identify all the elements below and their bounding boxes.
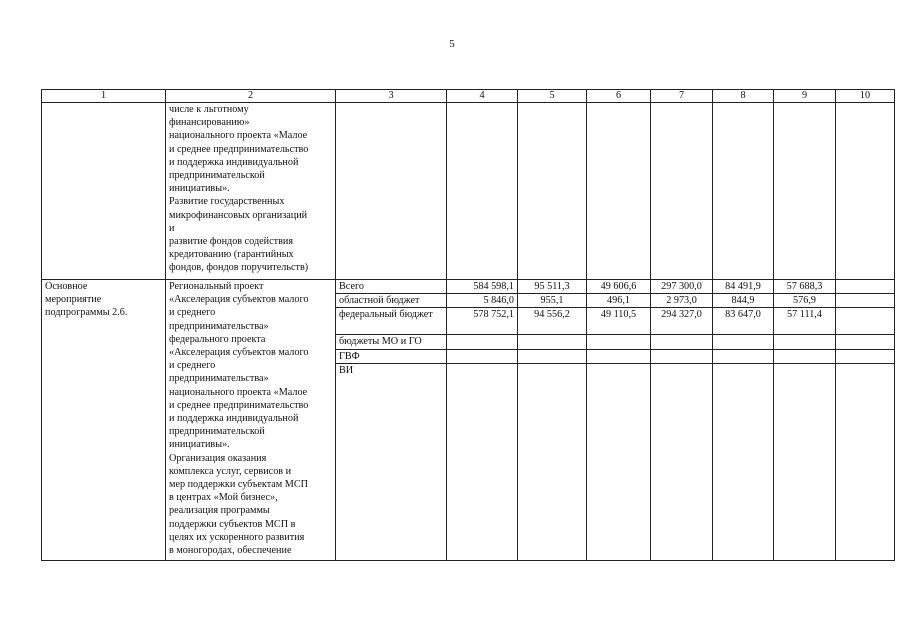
description-line: федерального проекта xyxy=(169,333,266,345)
value-cell: 49 110,5 xyxy=(587,308,651,335)
measure-name-line: Основное xyxy=(45,281,88,292)
value-cell xyxy=(774,363,836,560)
description-line: фондов, фондов поручительств) xyxy=(169,262,309,274)
column-header: 5 xyxy=(518,90,587,103)
value-cell xyxy=(836,335,895,349)
value-cell: 57 111,4 xyxy=(774,308,836,335)
empty-cell xyxy=(587,103,651,280)
funding-source: федеральный бюджет xyxy=(336,308,447,335)
value-cell xyxy=(651,349,713,363)
description-line: в моногородах, обеспечение xyxy=(169,545,292,557)
value-cell: 576,9 xyxy=(774,294,836,308)
column-header: 4 xyxy=(447,90,518,103)
value-cell: 496,1 xyxy=(587,294,651,308)
description-line: Региональный проект xyxy=(169,281,264,292)
column-header: 6 xyxy=(587,90,651,103)
value-cell: 2 973,0 xyxy=(651,294,713,308)
value-cell: 844,9 xyxy=(713,294,774,308)
value-cell: 94 556,2 xyxy=(518,308,587,335)
description-line: «Акселерация субъектов малого xyxy=(169,347,309,359)
description-line: инициативы». xyxy=(169,439,230,451)
description-line: Развитие государственных xyxy=(169,196,285,208)
value-cell: 49 606,6 xyxy=(587,280,651,294)
value-cell xyxy=(587,335,651,349)
empty-cell xyxy=(651,103,713,280)
budget-table xyxy=(41,89,895,561)
table-row xyxy=(42,280,895,294)
empty-cell xyxy=(713,103,774,280)
value-cell: 578 752,1 xyxy=(447,308,518,335)
table-header-row xyxy=(42,90,895,103)
description-line: и среднее предпринимательство xyxy=(169,399,309,411)
value-cell xyxy=(518,335,587,349)
description-line: микрофинансовых организаций xyxy=(169,209,308,221)
description-line: национального проекта «Малое xyxy=(169,386,308,398)
description-line: предпринимательской xyxy=(169,170,265,182)
description-line: реализация программы xyxy=(169,505,270,517)
description-line: «Акселерация субъектов малого xyxy=(169,294,309,306)
description-line: и поддержка индивидуальной xyxy=(169,156,299,168)
column-header: 9 xyxy=(774,90,836,103)
funding-source: ВИ xyxy=(336,363,447,560)
value-cell: 584 598,1 xyxy=(447,280,518,294)
continuation-description xyxy=(166,103,336,280)
value-cell xyxy=(447,349,518,363)
description-line: и среднего xyxy=(169,307,216,319)
value-cell xyxy=(836,349,895,363)
page-number: 5 xyxy=(449,38,455,50)
value-cell xyxy=(651,363,713,560)
description-line: числе к льготному xyxy=(169,104,249,115)
empty-cell xyxy=(518,103,587,280)
value-cell: 297 300,0 xyxy=(651,280,713,294)
funding-source: областной бюджет xyxy=(336,294,447,308)
continuation-row xyxy=(42,103,895,280)
value-cell: 294 327,0 xyxy=(651,308,713,335)
value-cell xyxy=(774,335,836,349)
value-cell xyxy=(587,363,651,560)
description-line: целях их ускоренного развития xyxy=(169,531,305,543)
value-cell: 955,1 xyxy=(518,294,587,308)
description-line: мер поддержки субъектам МСП xyxy=(169,479,309,491)
value-cell xyxy=(713,363,774,560)
description-line: и поддержка индивидуальной xyxy=(169,413,299,425)
funding-source: Всего xyxy=(336,280,447,294)
description-line: предпринимательства» xyxy=(169,320,269,332)
empty-cell xyxy=(447,103,518,280)
empty-cell xyxy=(774,103,836,280)
value-cell: 57 688,3 xyxy=(774,280,836,294)
description-line: и xyxy=(169,222,175,234)
value-cell xyxy=(836,363,895,560)
description-line: инициативы». xyxy=(169,183,230,195)
description-line: в центрах «Мой бизнес», xyxy=(169,492,278,504)
description-line: финансированию» xyxy=(169,117,250,129)
column-header: 2 xyxy=(166,90,336,103)
value-cell xyxy=(518,363,587,560)
value-cell: 83 647,0 xyxy=(713,308,774,335)
value-cell xyxy=(651,335,713,349)
value-cell xyxy=(836,294,895,308)
value-cell: 5 846,0 xyxy=(447,294,518,308)
description-line: и среднее предпринимательство xyxy=(169,143,309,155)
description-line: комплекса услуг, сервисов и xyxy=(169,465,292,477)
column-header: 3 xyxy=(336,90,447,103)
column-header: 8 xyxy=(713,90,774,103)
description-line: Организация оказания xyxy=(169,452,267,464)
measure-description xyxy=(166,280,336,561)
description-line: предпринимательства» xyxy=(169,373,269,385)
description-line: национального проекта «Малое xyxy=(169,130,308,142)
value-cell xyxy=(836,308,895,335)
value-cell: 95 511,3 xyxy=(518,280,587,294)
continuation-name-cell xyxy=(42,103,166,280)
description-line: поддержки субъектов МСП в xyxy=(169,518,296,530)
value-cell xyxy=(587,349,651,363)
measure-name-line: подпрограммы 2.6. xyxy=(45,307,128,319)
column-header: 10 xyxy=(836,90,895,103)
value-cell xyxy=(713,349,774,363)
value-cell: 84 491,9 xyxy=(713,280,774,294)
funding-source: бюджеты МО и ГО xyxy=(336,335,447,349)
value-cell xyxy=(518,349,587,363)
measure-name-cell xyxy=(42,280,166,561)
description-line: предпринимательской xyxy=(169,426,265,438)
description-line: кредитованию (гарантийных xyxy=(169,249,294,261)
value-cell xyxy=(774,349,836,363)
value-cell xyxy=(713,335,774,349)
column-header: 7 xyxy=(651,90,713,103)
empty-cell xyxy=(336,103,447,280)
column-header: 1 xyxy=(42,90,166,103)
description-line: развитие фондов содействия xyxy=(169,236,294,248)
funding-source: ГВФ xyxy=(336,349,447,363)
description-line: и среднего xyxy=(169,360,216,372)
measure-name-line: мероприятие xyxy=(45,294,102,306)
value-cell xyxy=(447,363,518,560)
value-cell xyxy=(836,280,895,294)
empty-cell xyxy=(836,103,895,280)
value-cell xyxy=(447,335,518,349)
